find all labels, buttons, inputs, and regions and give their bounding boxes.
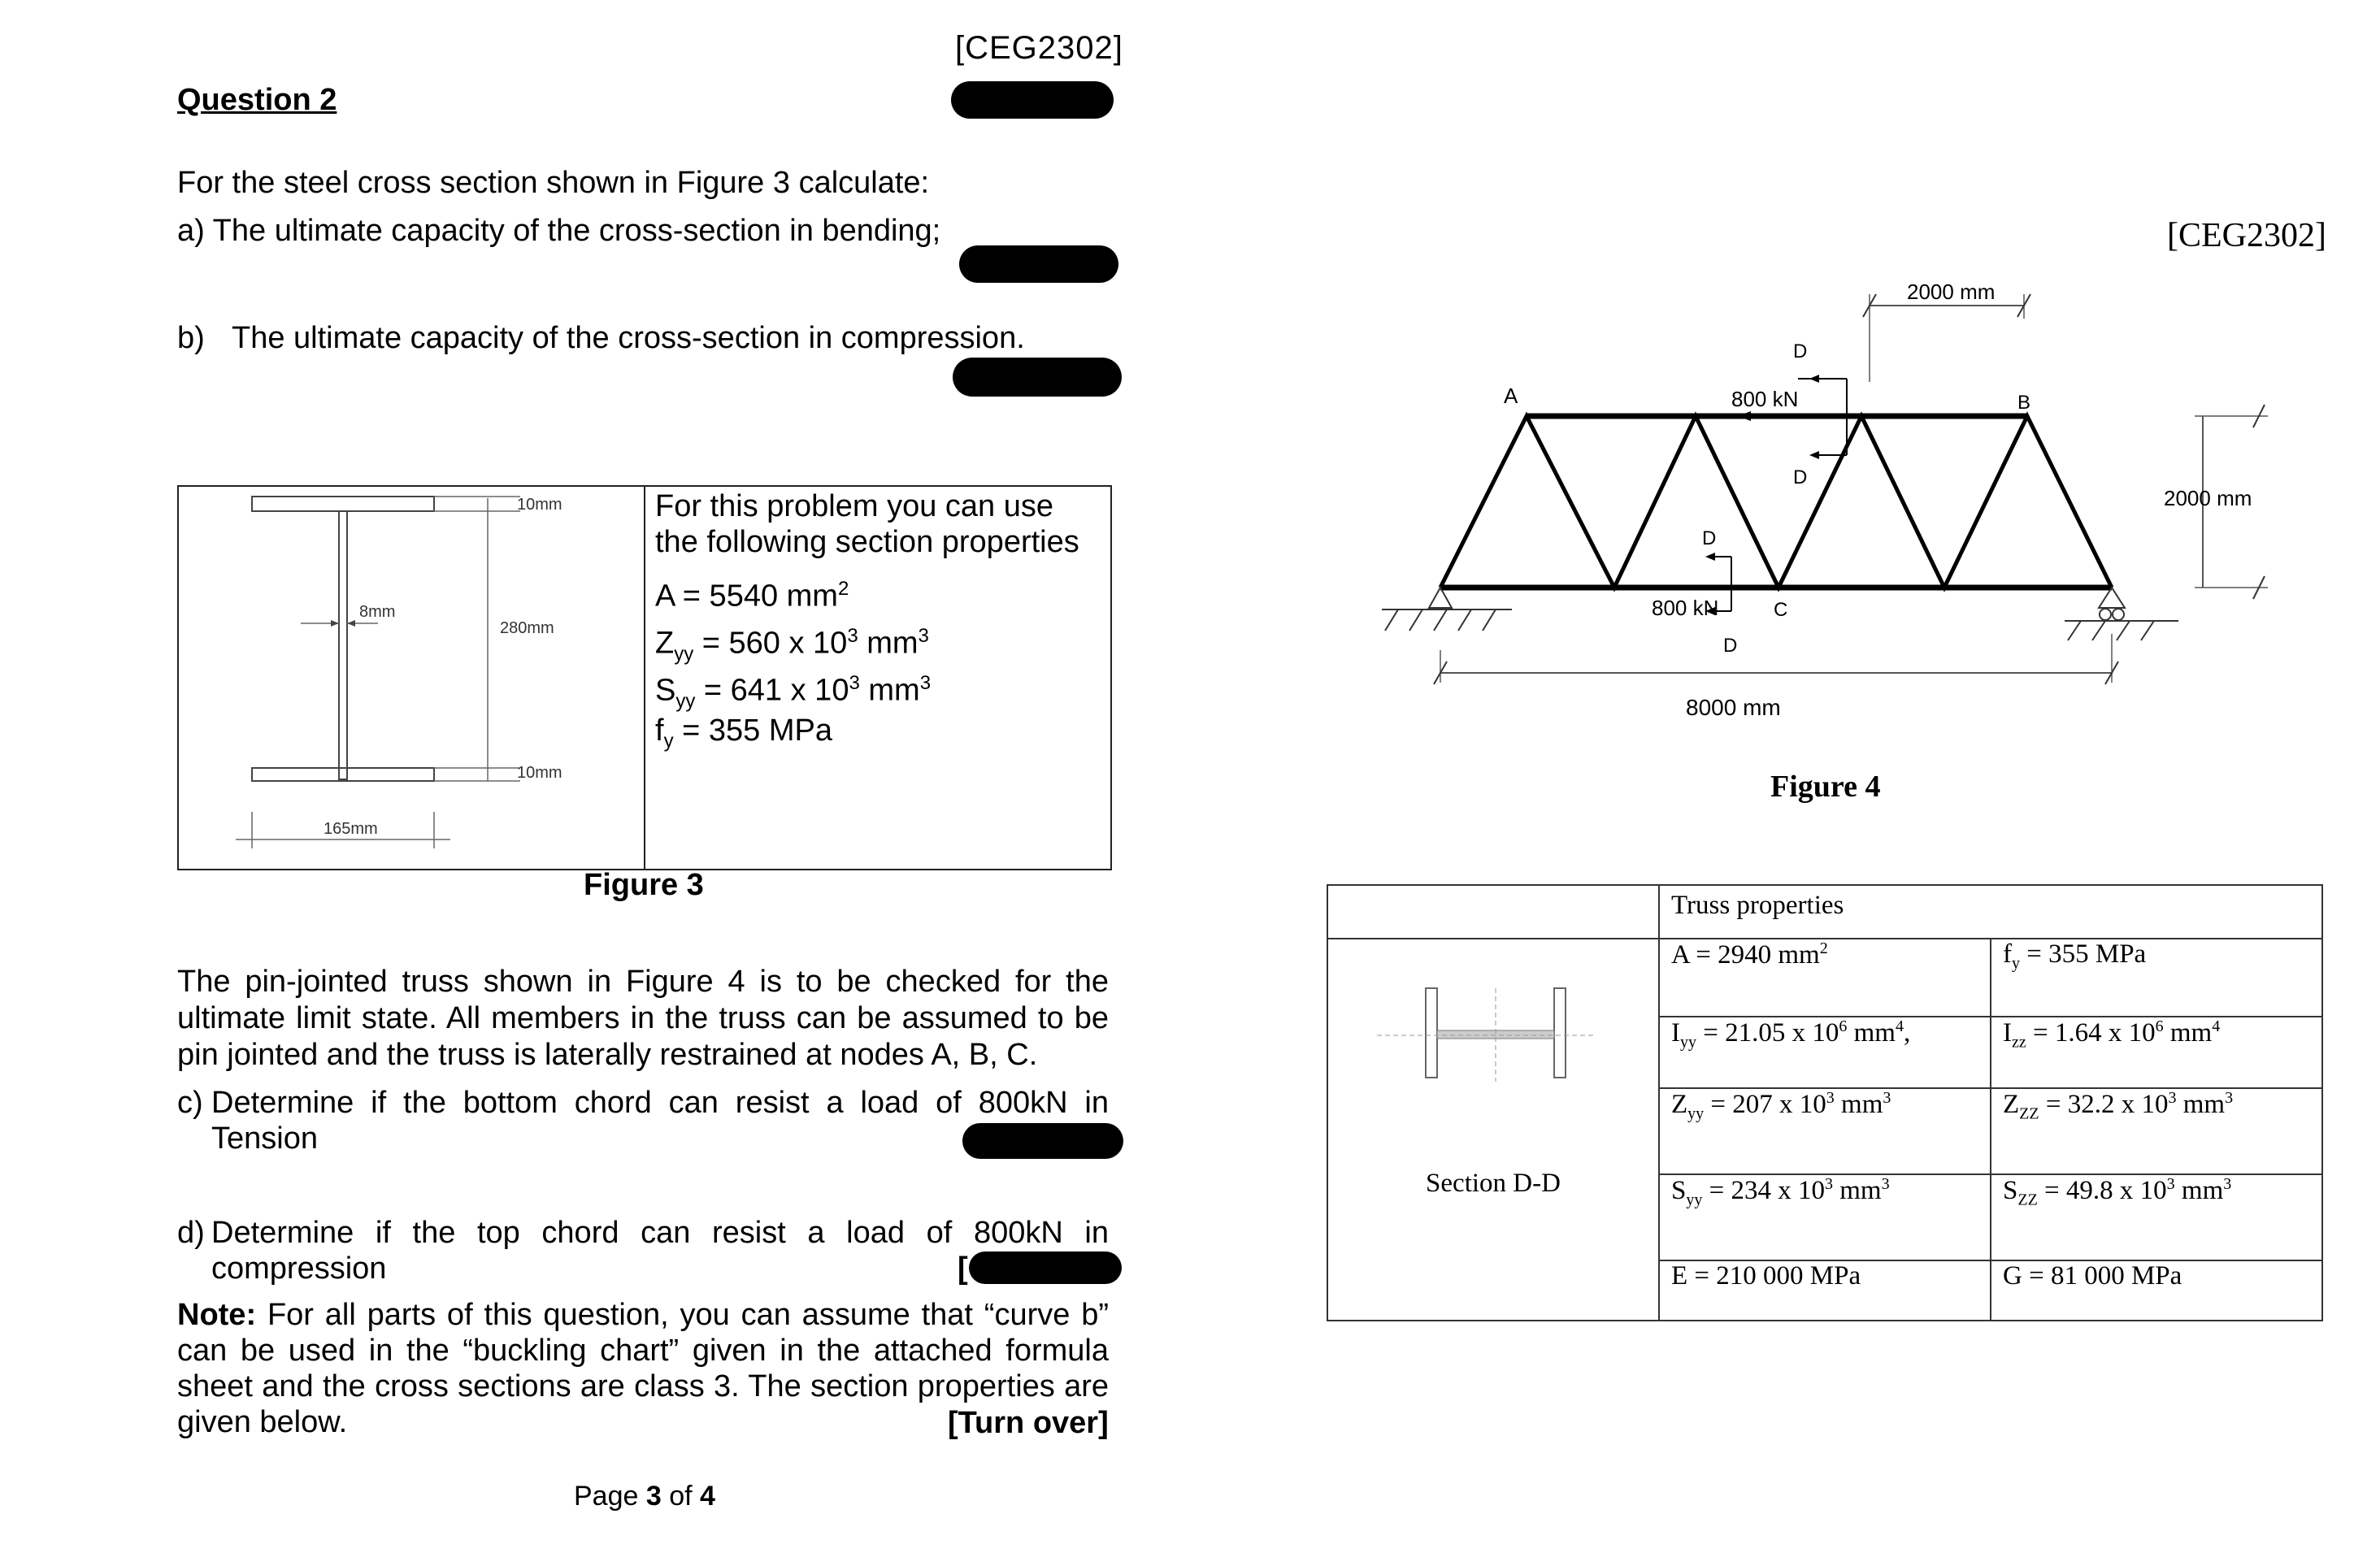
redaction-mark: [959, 245, 1118, 283]
part-d-line2: compression: [211, 1252, 387, 1286]
node-B: B: [2017, 392, 2031, 414]
page-number: Page 3 of 4: [574, 1481, 715, 1512]
roller-support: [2099, 588, 2125, 608]
turn-over: [Turn over]: [948, 1406, 1109, 1440]
cell-szz: $S_{ZZ} = 49.8$ x $10^3$ $mm^3$: [1991, 1174, 2322, 1260]
props-line1: For this problem you can use: [655, 489, 1054, 523]
section-cell: [1327, 939, 1659, 1321]
dim-width: 165mm: [324, 820, 378, 838]
bottom-load-label: 800 kN: [1652, 596, 1719, 620]
node-C: C: [1774, 599, 1788, 621]
section-mark-D: D: [1723, 635, 1738, 657]
prop-fy: $f_y = 355$ MPa: [655, 714, 832, 753]
dim-web: 8mm: [359, 603, 396, 621]
redaction-mark: [969, 1252, 1122, 1284]
cell-zyy: $Z_{yy} = 207$ x $10^3$ $mm^3$: [1659, 1088, 1991, 1174]
intro-text: For the steel cross section shown in Figure 3 calculate:: [177, 166, 930, 200]
table-header: Truss properties: [1659, 885, 2322, 939]
section-dd-sketch: [1328, 972, 1637, 1183]
props-line2: the following section properties: [655, 525, 1079, 559]
header-code-left: [CEG2302]: [955, 30, 1123, 66]
section-mark-D: D: [1702, 527, 1717, 549]
dim-flange-bot: 10mm: [517, 764, 562, 782]
dim-flange-top: 10mm: [517, 496, 562, 514]
height-dim: 2000 mm: [2164, 486, 2252, 510]
header-code-right: [CEG2302]: [2167, 217, 2326, 254]
panel-dim: 2000 mm: [1907, 280, 1996, 304]
cell-zzz: $Z_{ZZ} = 32.2$ x $10^3$ $mm^3$: [1991, 1088, 2322, 1174]
redaction-mark: [962, 1123, 1123, 1159]
cell-e: E = 210 000 MPa: [1659, 1260, 1991, 1321]
span-dim: 8000 mm: [1686, 695, 1781, 720]
cell-izz: $I_{zz} = 1.64$ x $10^6$ $mm^4$: [1991, 1017, 2322, 1088]
part-d-mark-bracket: [: [958, 1252, 968, 1286]
top-flange: [252, 497, 434, 511]
cell-g: G = 81 000 MPa: [1991, 1260, 2322, 1321]
part-c-line1: Determine if the bottom chord can resist a load of 800kN in: [211, 1086, 1109, 1120]
top-load-label: 800 kN: [1731, 387, 1799, 411]
section-mark-D: D: [1793, 341, 1808, 362]
figure4-caption: Figure 4: [1770, 770, 1881, 804]
prop-syy: $S_{yy} = 641$ x $10^3$ $mm^3$: [655, 672, 932, 713]
redaction-mark: [953, 358, 1122, 397]
part-c-line2: Tension: [211, 1121, 318, 1156]
figure3-divider: [644, 485, 645, 869]
prop-area: A = 5540 $mm^2$: [655, 578, 849, 614]
part-c-label: c): [177, 1086, 203, 1120]
web: [339, 511, 347, 779]
truss-paragraph: The pin-jointed truss shown in Figure 4 is to be checked for the ultimate limit state. All members in the truss can be assumed to be pin jointed and the truss is laterally restrained at nodes A, B, C.: [177, 965, 1109, 1072]
cell-fy: $f_y = 355$ MPa: [1991, 939, 2322, 1017]
section-mark-D: D: [1793, 466, 1808, 488]
i-beam-drawing: [179, 487, 642, 865]
node-A: A: [1504, 384, 1518, 408]
cell-area: A = 2940 $mm^2$: [1659, 939, 1991, 1017]
empty-cell: [1327, 885, 1659, 939]
cell-iyy: $I_{yy} = 21.05$ x $10^6$ $mm^4$,: [1659, 1017, 1991, 1088]
part-b-text: The ultimate capacity of the cross-section in compression.: [232, 321, 1025, 355]
prop-zyy: $Z_{yy} = 560$ x $10^3$ $mm^3$: [655, 625, 929, 666]
part-d-label: d): [177, 1216, 205, 1250]
pin-support: [1429, 588, 1452, 608]
note-paragraph: Note: For all parts of this question, you can assume that “curve b” can be used in the “buckling chart” given in the attached formula sheet and the cross sections are class 3. The section properties are given below.: [177, 1298, 1109, 1439]
question-title: Question 2: [177, 83, 337, 117]
diagonals: [1440, 416, 2112, 588]
figure3-caption: Figure 3: [584, 868, 704, 902]
redaction-mark: [951, 81, 1114, 119]
section-label: Section D-D: [1426, 1169, 1561, 1198]
part-b-label: b): [177, 321, 205, 355]
cell-syy: $S_{yy} = 234$ x $10^3$ $mm^3$: [1659, 1174, 1991, 1260]
truss-figure: [1349, 276, 2284, 764]
part-d-line1: Determine if the top chord can resist a load of 800kN in: [211, 1216, 1109, 1250]
part-a-text: a) The ultimate capacity of the cross-section in bending;: [177, 214, 941, 248]
dim-depth: 280mm: [500, 619, 554, 637]
truss-properties-table: [1327, 884, 2323, 1321]
